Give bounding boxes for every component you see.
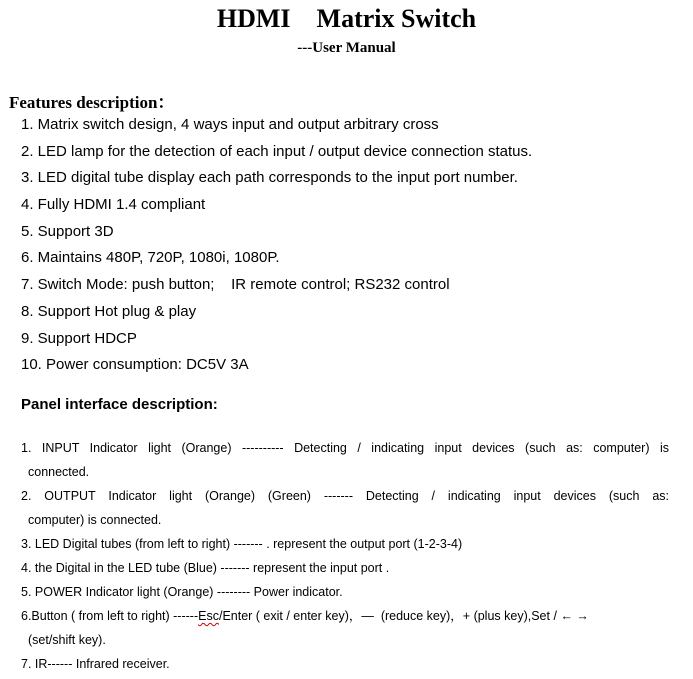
panel-item-7: 7. IR------ Infrared receiver. — [21, 657, 170, 671]
panel-item-2-line-1: 2. OUTPUT Indicator light (Orange) (Green) ------- Detecting / indicating input devices (such as: — [21, 489, 669, 503]
panel-item-2-continuation: computer) is connected. — [28, 513, 162, 527]
document-subtitle: ---User Manual — [297, 40, 396, 56]
panel-item-6-rest: /Enter ( exit / enter key)，— (reduce key)，+ (plus key),Set / ← → — [218, 609, 589, 623]
feature-item: 10. Power consumption: DC5V 3A — [21, 356, 249, 374]
panel-item-4: 4. the Digital in the LED tube (Blue) ------- represent the input port . — [21, 561, 390, 575]
panel-item-1-line-1: 1. INPUT Indicator light (Orange) ---------- Detecting / indicating input devices (such as: computer) is — [21, 441, 669, 455]
feature-item: 2. LED lamp for the detection of each input / output device connection status. — [21, 142, 533, 160]
panel-item-6-prefix: 6.Button ( from left to right) ------ — [21, 609, 199, 623]
panel-item-6-continuation: (set/shift key). — [28, 633, 106, 647]
feature-item: 4. Fully HDMI 1.4 compliant — [21, 196, 206, 214]
feature-item: 9. Support HDCP — [21, 329, 137, 347]
panel-item-6-line-1 — [21, 604, 669, 628]
panel-item-6-line-2 — [21, 628, 669, 652]
features-list — [21, 114, 532, 381]
feature-item: 7. Switch Mode: push button; IR remote control; RS232 control — [21, 276, 450, 294]
spellcheck-word-esc: Esc — [198, 609, 219, 623]
feature-item: 6. Maintains 480P, 720P, 1080i, 1080P. — [21, 249, 280, 267]
feature-item: 3. LED digital tube display each path corresponds to the input port number. — [21, 169, 518, 187]
panel-item-1-continuation: connected. — [28, 465, 90, 479]
document-title: HDMI Matrix Switch — [216, 4, 477, 33]
panel-item-5: 5. POWER Indicator light (Orange) -------- Power indicator. — [21, 585, 343, 599]
panel-heading: Panel interface description: — [21, 396, 218, 413]
panel-list — [21, 436, 669, 676]
panel-item-2-line-2 — [21, 508, 669, 532]
panel-item-1-line-2 — [21, 460, 669, 484]
feature-item: 8. Support Hot plug & play — [21, 302, 197, 320]
features-heading: Features description： — [9, 93, 175, 112]
feature-item: 5. Support 3D — [21, 222, 114, 240]
panel-item-3: 3. LED Digital tubes (from left to right) ------- . represent the output port (1-2-3-4) — [21, 537, 463, 551]
feature-item: 1. Matrix switch design, 4 ways input and output arbitrary cross — [21, 116, 439, 133]
